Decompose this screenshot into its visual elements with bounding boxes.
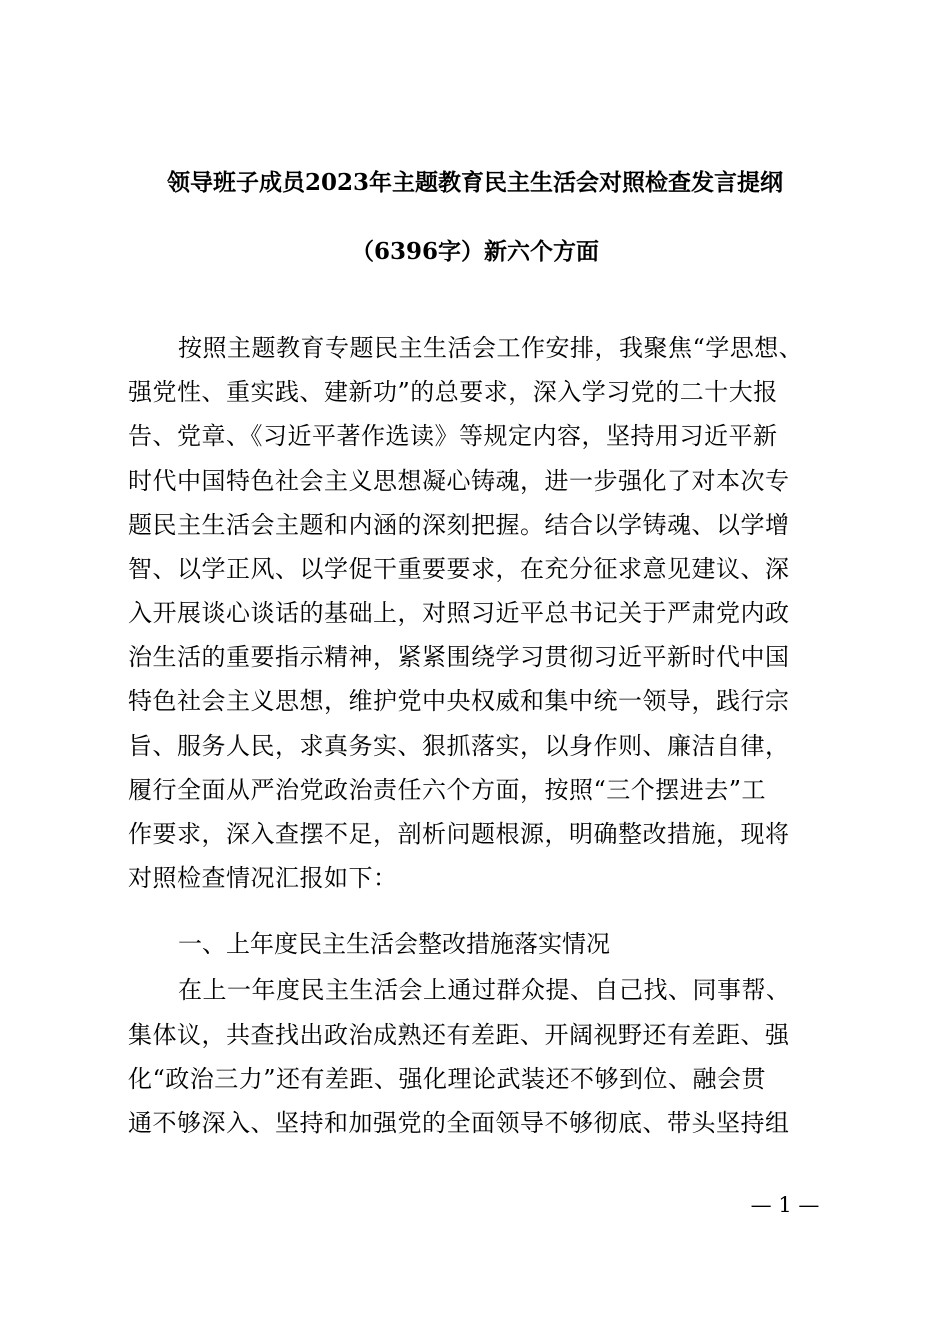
intro-line-11: 履行全面从严治党政治责任六个方面，按照“三个摆进去”工 xyxy=(128,776,767,804)
intro-line-10: 旨、服务人民，求真务实、狠抓落实，以身作则、廉洁自律， xyxy=(128,732,790,760)
intro-line-2: 强党性、重实践、建新功”的总要求，深入学习党的二十大报 xyxy=(128,378,778,406)
page-number: — 1 — xyxy=(750,1193,820,1217)
intro-line-6: 智、以学正风、以学促干重要要求，在充分征求意见建议、深 xyxy=(128,555,790,583)
intro-line-4: 时代中国特色社会主义思想凝心铸魂，进一步强化了对本次专 xyxy=(128,467,790,495)
intro-line-5: 题民主生活会主题和内涵的深刻把握。结合以学铸魂、以学增 xyxy=(128,511,790,539)
section-1-line-1: 在上一年度民主生活会上通过群众提、自己找、同事帮、 xyxy=(178,976,791,1004)
intro-line-13: 对照检查情况汇报如下： xyxy=(128,864,398,892)
document-title-line-1: 领导班子成员2023年主题教育民主生活会对照检查发言提纲 xyxy=(166,169,783,196)
section-1-heading: 一、上年度民主生活会整改措施落实情况 xyxy=(178,930,610,958)
intro-line-9: 特色社会主义思想，维护党中央权威和集中统一领导，践行宗 xyxy=(128,687,790,715)
intro-line-1: 按照主题教育专题民主生活会工作安排，我聚焦“学思想、 xyxy=(178,334,804,362)
section-1-line-2: 集体议，共查找出政治成熟还有差距、开阔视野还有差距、强 xyxy=(128,1021,790,1049)
document-title-line-2: （6396字）新六个方面 xyxy=(350,238,599,265)
intro-line-3: 告、党章、《习近平著作选读》等规定内容，坚持用习近平新 xyxy=(128,422,778,450)
intro-line-8: 治生活的重要指示精神，紧紧围绕学习贯彻习近平新时代中国 xyxy=(128,643,790,671)
section-1-line-4: 通不够深入、坚持和加强党的全面领导不够彻底、带头坚持组 xyxy=(128,1109,790,1137)
intro-line-7: 入开展谈心谈话的基础上，对照习近平总书记关于严肃党内政 xyxy=(128,599,790,627)
section-1-line-3: 化“政治三力”还有差距、强化理论武装还不够到位、融会贯 xyxy=(128,1065,767,1093)
intro-line-12: 作要求，深入查摆不足，剖析问题根源，明确整改措施，现将 xyxy=(128,820,790,848)
